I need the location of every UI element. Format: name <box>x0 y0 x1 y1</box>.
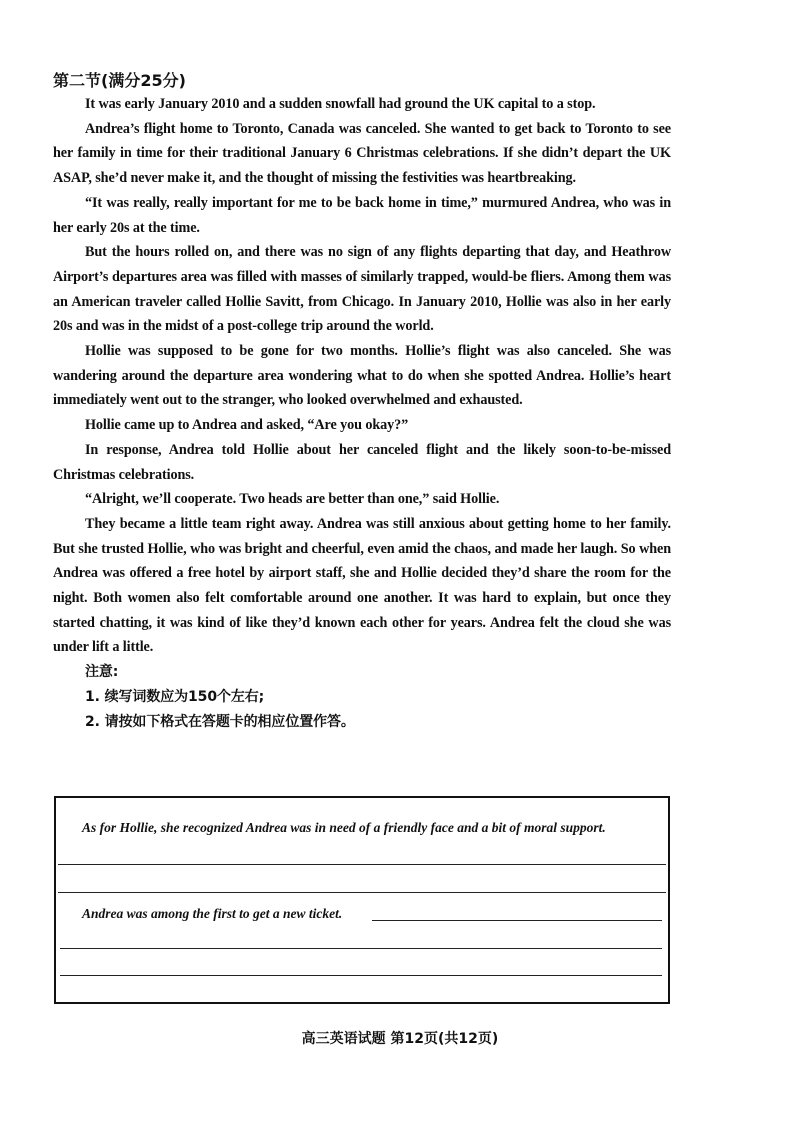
answer-line[interactable] <box>58 892 666 893</box>
answer-line[interactable] <box>372 920 662 921</box>
paragraph: But the hours rolled on, and there was no sign of any flights departing that day, and Heathrow Airport’s departures area was filled with masses of similarly trapped, would-be fliers. Among them was an American traveler called Hollie Savitt, from Chicago. In January 2010, Hollie was also in her early 20s and was in the midst of a post-college trip around the world. <box>53 244 671 335</box>
answer-prompt-2: Andrea was among the first to get a new ticket. <box>82 906 343 921</box>
answer-box <box>54 796 670 1004</box>
notes <box>53 660 671 734</box>
paragraph: In response, Andrea told Hollie about her canceled flight and the likely soon-to-be-missed Christmas celebrations. <box>53 441 671 483</box>
answer-line[interactable] <box>60 975 662 976</box>
notes-heading: 注意: <box>85 664 119 681</box>
paragraph: It was early January 2010 and a sudden snowfall had ground the UK capital to a stop. <box>85 96 596 112</box>
paragraph: “Alright, we’ll cooperate. Two heads are better than one,” said Hollie. <box>85 491 500 508</box>
answer-line[interactable] <box>60 948 662 949</box>
passage <box>53 92 671 734</box>
section-title: 第二节(满分25分) <box>53 71 186 90</box>
note-item: 2. 请按如下格式在答题卡的相应位置作答。 <box>85 713 355 730</box>
paragraph: Hollie was supposed to be gone for two months. Hollie’s flight was also canceled. She was wandering around the departure area wondering what to do when she spotted Andrea. Hollie’s heart immediately went out to the stranger, who looked overwhelmed and exhausted. <box>53 343 671 409</box>
paragraph: They became a little team right away. Andrea was still anxious about getting home to her family. But she trusted Hollie, who was bright and cheerful, even amid the chaos, and made her laugh. So when Andrea was offered a free hotel by airport staff, she and Hollie decided they’d share the room for the night. Both women also felt comfortable around one another. It was hard to explain, but once they started chatting, it was kind of like they’d known each other for years. Andrea felt the cloud she was under lift a little. <box>53 515 671 656</box>
note-item: 1. 续写词数应为150个左右; <box>85 688 265 705</box>
paragraph: “It was really, really important for me to be back home in time,” murmured Andrea, who was in her early 20s at the time. <box>53 194 671 236</box>
paragraph: Andrea’s flight home to Toronto, Canada was canceled. She wanted to get back to Toronto to see her family in time for their traditional January 6 Christmas celebrations. If she didn’t depart the UK ASAP, she’d never make it, and the thought of missing the festivities was heartbreaking. <box>53 120 671 187</box>
paragraph: Hollie came up to Andrea and asked, “Are you okay?” <box>85 417 409 434</box>
answer-line[interactable] <box>58 864 666 865</box>
answer-prompt-1: As for Hollie, she recognized Andrea was in need of a friendly face and a bit of moral support. <box>82 820 606 835</box>
page-footer: 高三英语试题 第12页(共12页) <box>301 1031 499 1047</box>
